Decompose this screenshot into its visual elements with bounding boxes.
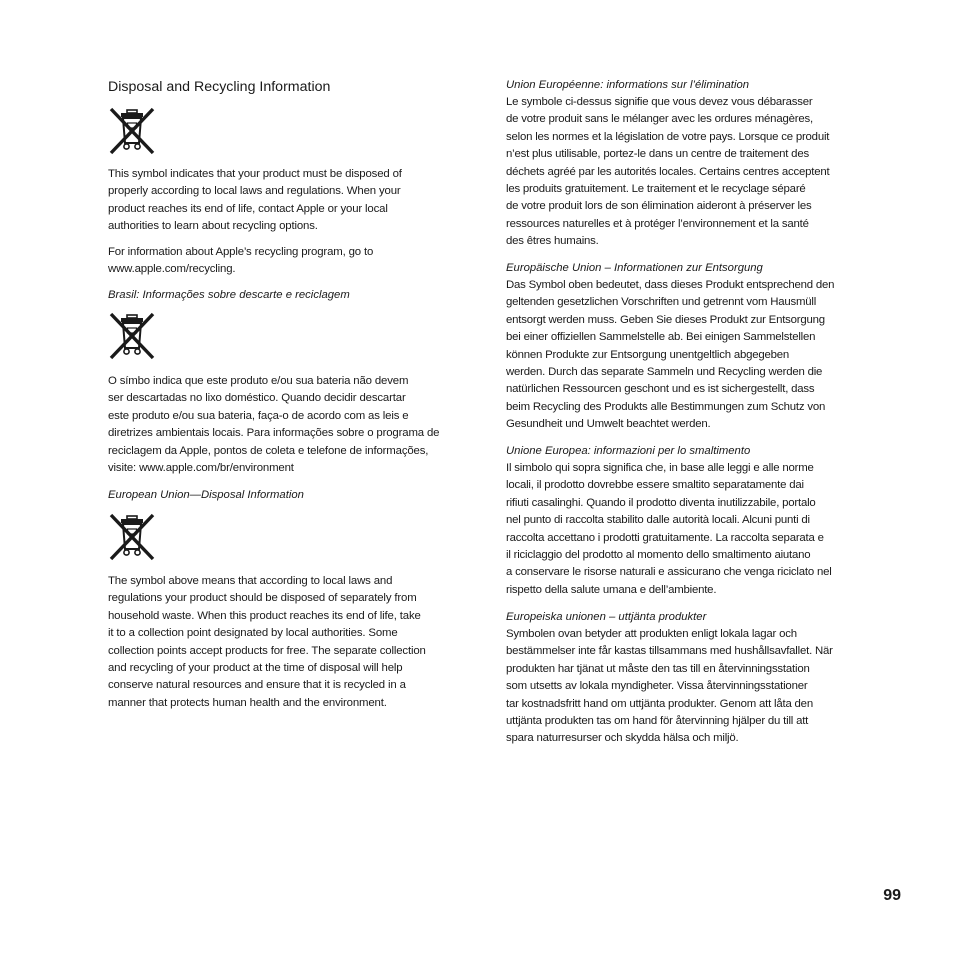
swedish-heading: Europeiska unionen – uttjänta produkter [506, 611, 707, 623]
italian-heading: Unione Europea: informazioni per lo smaltimento [506, 445, 751, 457]
crossed-out-wheelie-bin-icon [108, 513, 156, 561]
crossed-out-wheelie-bin-icon [108, 107, 156, 155]
swedish-paragraph: Symbolen ovan betyder att produkten enligt lokala lagar och bestämmelser inte får kastas tillsammans med hushållsavfallet. När produkten har tjänat ut måste den tas till en återvinningsstation som utsetts av lokala myndigheter. Vissa återvinningsstationer tar kostnadsfritt hand om uttjänta produkter. Genom att låta den uttjänta produkten tas om hand för återvinning hjälper du till att spara naturresurser och skydda hälsa och miljö. [506, 628, 833, 745]
german-paragraph: Das Symbol oben bedeutet, dass dieses Produkt entsprechend den geltenden gesetzlichen Vorschriften und getrennt vom Hausmüll entsorgt werden muss. Geben Sie dieses Produkt zur Entsorgung bei einer offiziellen Sammelstelle ab. Bei einigen Sammelstellen können Produkte zur Entsorgung unentgeltlich abgegeben werden. Durch das separate Sammeln und Recycling werden die natürlichen Ressourcen geschont und es ist sichergestellt, dass beim Recycling des Produkts alle Bestimmungen zum Schutz von Gesundheit und Umwelt beachtet werden. [506, 279, 835, 431]
page-number: 99 [883, 887, 901, 904]
eu-heading: European Union—Disposal Information [108, 489, 304, 501]
eu-paragraph: The symbol above means that according to local laws and regulations your product should be disposed of separately from household waste. When this product reaches its end of life, take it to a collection point designated by local authorities. Some collection points accept products for free. The separate collection and recycling of your product at the time of disposal will help conserve natural resources and ensure that it is recycled in a manner that protects human health and the environment. [108, 575, 426, 709]
recycling-program-paragraph: For information about Apple’s recycling program, go to www.apple.com/recycling. [108, 246, 374, 276]
brasil-heading: Brasil: Informações sobre descarte e reciclagem [108, 289, 350, 301]
crossed-out-wheelie-bin-icon [108, 312, 156, 360]
french-paragraph: Le symbole ci-dessus signifie que vous devez vous débarasser de votre produit sans le mélanger avec les ordures ménagères, selon les normes et la législation de votre pays. Lorsque ce produit n’est plus utilisable, portez-le dans un centre de traitement des déchets agréé par les autorités locales. Certains centres acceptent les produits gratuitement. Le traitement et le recyclage séparé de votre produit lors de son élimination aideront à préserver les ressources naturelles et à protéger l’environnement et la santé des êtres humains. [506, 96, 830, 248]
german-heading: Europäische Union – Informationen zur Entsorgung [506, 262, 763, 274]
french-heading: Union Européenne: informations sur l’élimination [506, 79, 750, 91]
intro-paragraph: This symbol indicates that your product must be disposed of properly according to local laws and regulations. When your product reaches its end of life, contact Apple or your local authorities to learn about recycling options. [108, 168, 402, 233]
page-title: Disposal and Recycling Information [108, 79, 331, 95]
brasil-paragraph: O símbo indica que este produto e/ou sua bateria não devem ser descartadas no lixo doméstico. Quando decidir descartar este produto e/ou sua bateria, faça-o de acordo com as leis e diretrizes ambientais locais. Para informações sobre o programa de reciclagem da Apple, pontos de coleta e telefone de informações, visite: www.apple.com/br/environment [108, 375, 440, 475]
italian-paragraph: Il simbolo qui sopra significa che, in base alle leggi e alle norme locali, il prodotto dovrebbe essere smaltito separatamente dai rifiuti casalinghi. Quando il prodotto diventa inutilizzabile, portalo nel punto di raccolta stabilito dalle autorità locali. Alcuni punti di raccolta accettano i prodotti gratuitamente. La raccolta separata e il riciclaggio del prodotto al momento dello smaltimento aiutano a conservare le risorse naturali e assicurano che venga riciclato nel rispetto della salute umana e dell’ambiente. [506, 462, 832, 596]
